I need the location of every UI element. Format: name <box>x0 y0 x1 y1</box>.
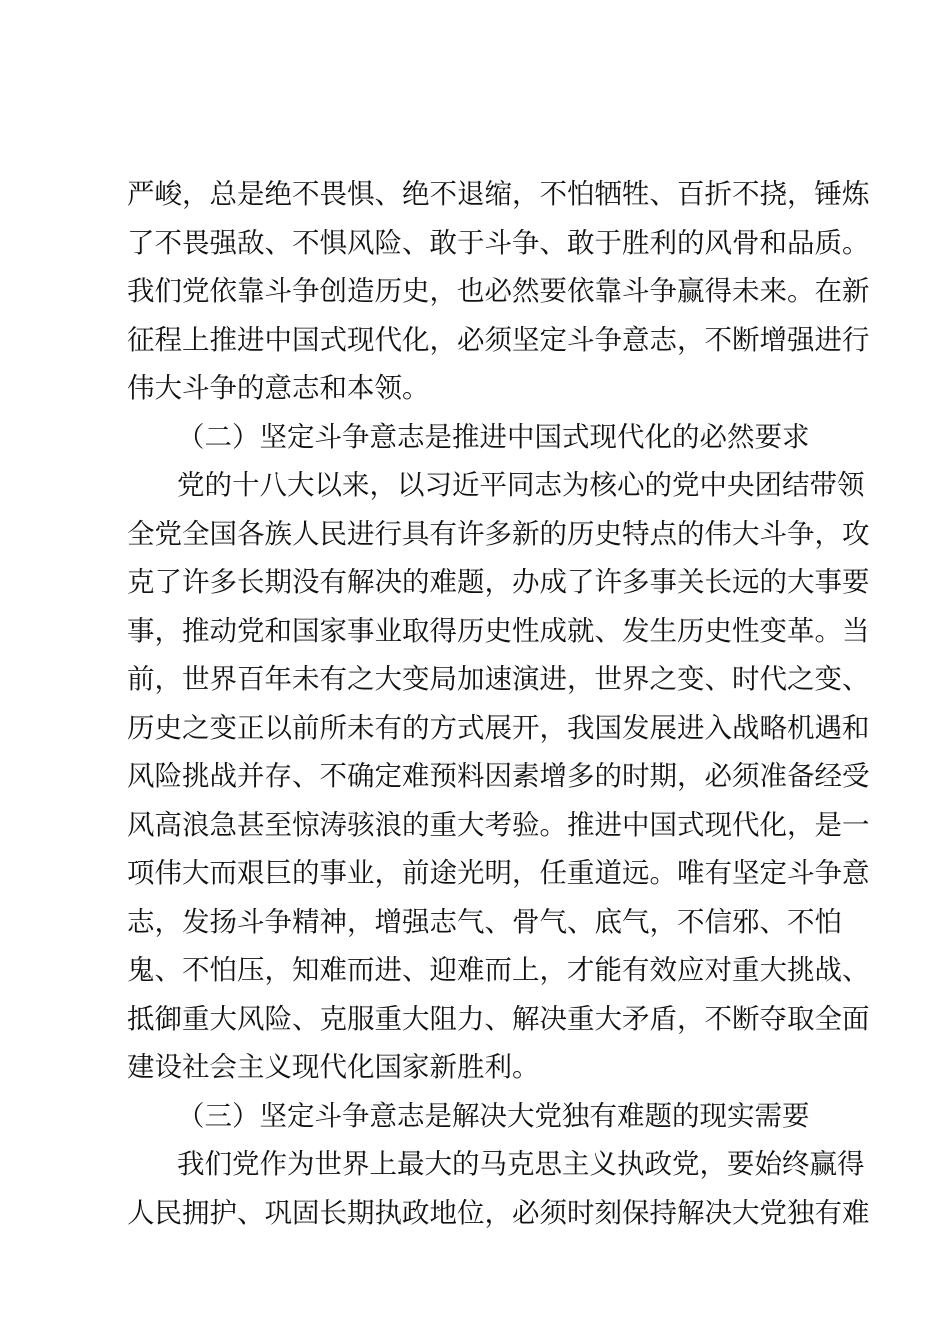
text-line: 人民拥护、巩固长期执政地位，必须时刻保持解决大党独有难 <box>127 1196 870 1229</box>
section-heading-3: （三）坚定斗争意志是解决大党独有难题的现实需要 <box>177 1099 810 1132</box>
text-line: 党的十八大以来，以习近平同志为核心的党中央团结带领 <box>177 469 865 501</box>
text-line: 风高浪急甚至惊涛骇浪的重大考验。推进中国式现代化，是一 <box>127 808 870 841</box>
text-line: 克了许多长期没有解决的难题，办成了许多事关长远的大事要 <box>127 566 870 598</box>
text-line: 全党全国各族人民进行具有许多新的历史特点的伟大斗争，攻 <box>127 517 870 550</box>
text-line: 我们党作为世界上最大的马克思主义执政党，要始终赢得 <box>177 1148 865 1180</box>
text-line: 征程上推进中国式现代化，必须坚定斗争意志，不断增强进行 <box>127 323 870 356</box>
text-line: 风险挑战并存、不确定难预料因素增多的时期，必须准备经受 <box>127 760 870 792</box>
text-line: 事，推动党和国家事业取得历史性成就、发生历史性变革。当 <box>127 614 870 647</box>
text-line: 志，发扬斗争精神，增强志气、骨气、底气，不信邪、不怕 <box>127 905 842 938</box>
text-line: 历史之变正以前所未有的方式展开，我国发展进入战略机遇和 <box>127 711 870 744</box>
text-line: 鬼、不怕压，知难而进、迎难而上，才能有效应对重大挑战、 <box>127 954 870 986</box>
text-line: 抵御重大风险、克服重大阻力、解决重大矛盾，不断夺取全面 <box>127 1002 870 1035</box>
section-heading-2: （二）坚定斗争意志是推进中国式现代化的必然要求 <box>177 420 810 453</box>
text-line: 我们党依靠斗争创造历史，也必然要依靠斗争赢得未来。在新 <box>127 275 870 307</box>
text-line: 严峻，总是绝不畏惧、绝不退缩，不怕牺牲、百折不挠，锤炼 <box>127 178 870 210</box>
text-line: 建设社会主义现代化国家新胜利。 <box>127 1051 540 1083</box>
text-line: 了不畏强敌、不惧风险、敢于斗争、敢于胜利的风骨和品质。 <box>127 226 870 259</box>
text-line: 伟大斗争的意志和本领。 <box>127 372 430 404</box>
text-line: 项伟大而艰巨的事业，前途光明，任重道远。唯有坚定斗争意 <box>127 857 870 889</box>
text-line: 前，世界百年未有之大变局加速演进，世界之变、时代之变、 <box>127 663 870 695</box>
body-text <box>127 170 870 1237</box>
